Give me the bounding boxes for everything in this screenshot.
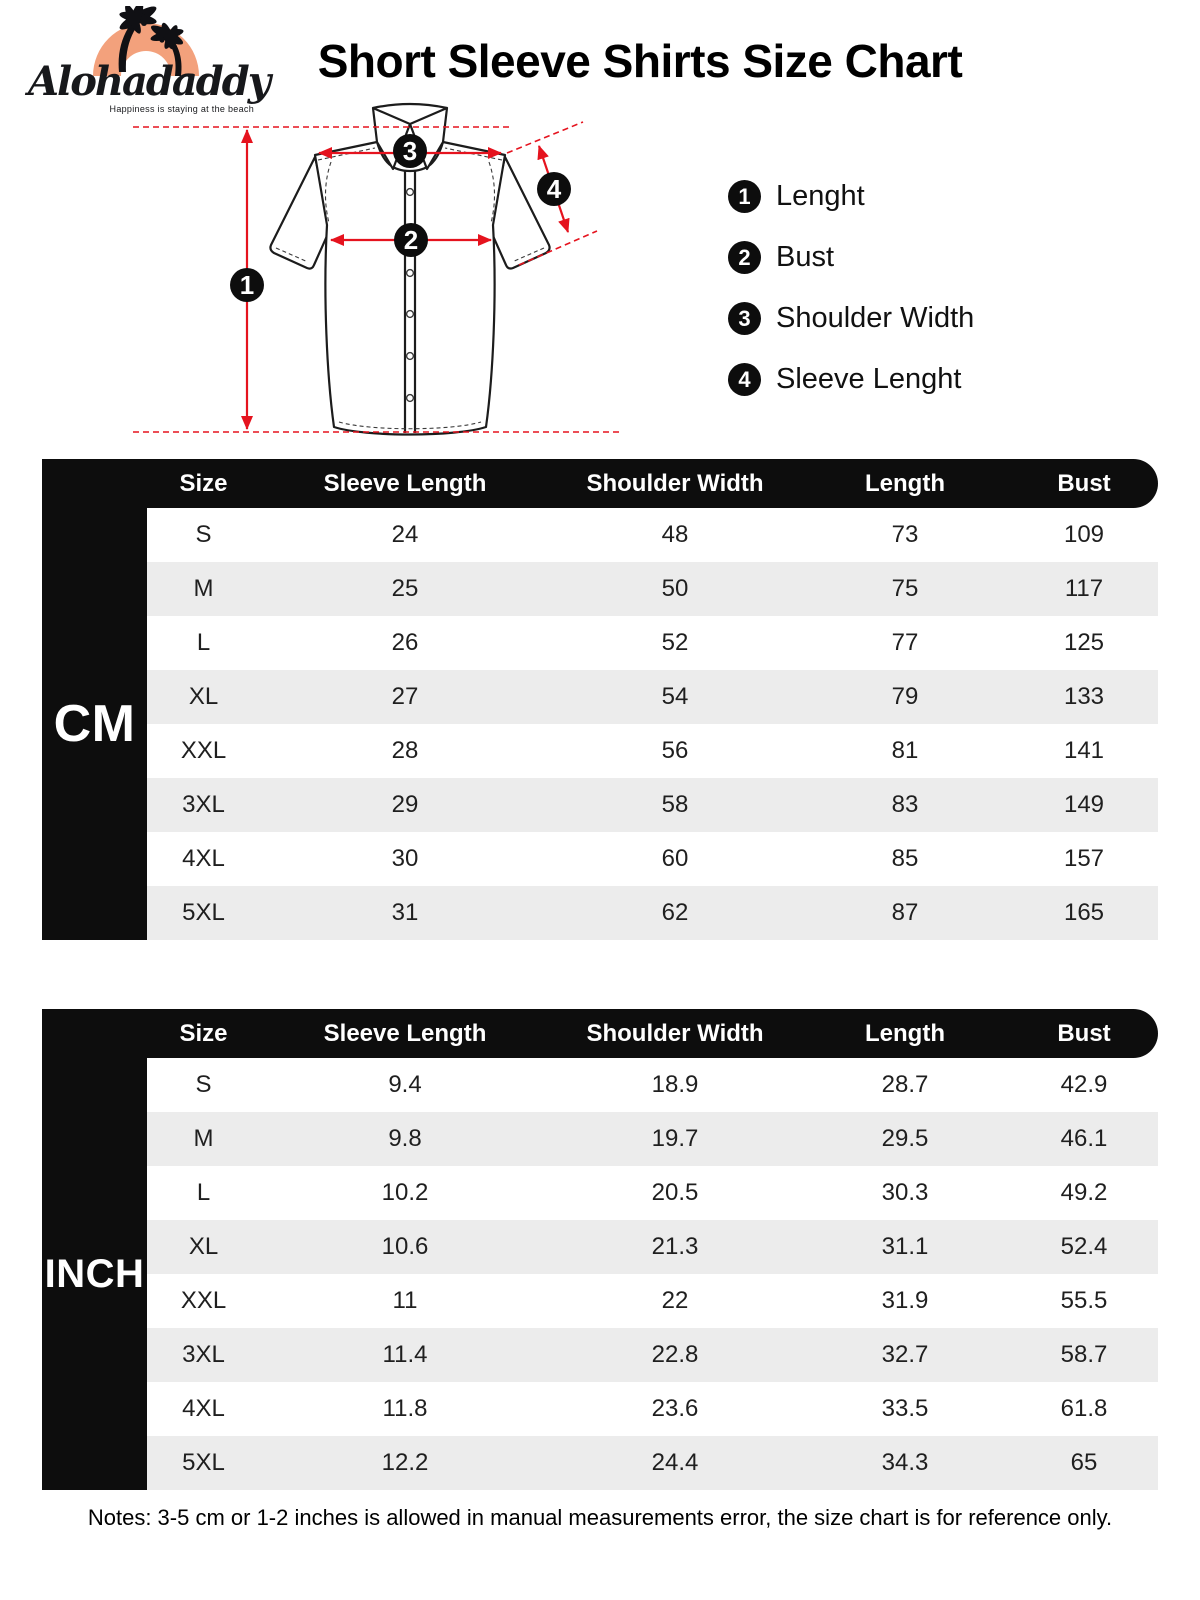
table-cell: 5XL <box>182 1449 225 1476</box>
table-cell: 24.4 <box>651 1449 699 1476</box>
table-cell: 19.7 <box>651 1125 699 1152</box>
size-table-cm <box>42 459 1158 940</box>
table-row <box>147 1274 1158 1328</box>
table-cell: 10.2 <box>381 1179 429 1206</box>
table-cell: 11.4 <box>382 1341 428 1368</box>
table-cell: 26 <box>391 629 419 656</box>
table-cell: XL <box>188 683 219 710</box>
table-rows <box>147 1058 1158 1490</box>
unit-label: CM <box>42 508 147 940</box>
legend-item-sleeve-length <box>728 363 974 396</box>
table-row <box>147 508 1158 562</box>
table-cell: 33.5 <box>881 1395 929 1422</box>
table-cell: 18.9 <box>651 1071 699 1098</box>
table-row <box>147 562 1158 616</box>
legend-item-length <box>728 180 974 213</box>
table-cell: 61.8 <box>1060 1395 1108 1422</box>
table-cell: XL <box>188 1233 219 1260</box>
table-cell: 27 <box>391 683 419 710</box>
table-cell: XXL <box>180 737 227 764</box>
table-cell: 23.6 <box>651 1395 699 1422</box>
table-cell: XXL <box>180 1287 227 1314</box>
table-cell: 117 <box>1064 575 1104 602</box>
table-cell: 77 <box>891 629 919 656</box>
table-cell: 10.6 <box>381 1233 429 1260</box>
table-cell: 149 <box>1063 791 1105 818</box>
table-row <box>147 886 1158 940</box>
table-cell: 87 <box>891 899 919 926</box>
table-cell: 46.1 <box>1060 1125 1108 1152</box>
marker-4 <box>537 172 571 206</box>
table-cell: 31.1 <box>881 1233 929 1260</box>
table-cell: 62 <box>661 899 689 926</box>
table-cell: 54 <box>661 683 689 710</box>
table-cell: 29.5 <box>881 1125 929 1152</box>
table-cell: 32.7 <box>881 1341 929 1368</box>
table-cell: 60 <box>661 845 689 872</box>
table-cell: 31 <box>391 899 419 926</box>
legend-label: Bust <box>776 241 835 273</box>
table-cell: 52 <box>661 629 689 656</box>
table-cell: 50 <box>661 575 689 602</box>
table-header-row <box>42 459 1158 508</box>
size-table-inch <box>42 1009 1158 1490</box>
table-cell: 55.5 <box>1060 1287 1108 1314</box>
column-header: Shoulder Width <box>586 469 764 497</box>
table-cell: 133 <box>1063 683 1105 710</box>
table-cell: S <box>195 521 212 548</box>
table-cell: 157 <box>1063 845 1105 872</box>
table-row <box>147 1382 1158 1436</box>
table-cell: 25 <box>391 575 419 602</box>
table-cell: 165 <box>1063 899 1105 926</box>
table-cell: 4XL <box>182 1395 225 1422</box>
column-header: Bust <box>1057 1019 1111 1047</box>
table-cell: 4XL <box>182 845 225 872</box>
table-row <box>147 1436 1158 1490</box>
table-cell: 29 <box>391 791 419 818</box>
column-header: Bust <box>1057 469 1111 497</box>
table-cell: 9.4 <box>388 1071 422 1098</box>
table-cell: 141 <box>1063 737 1105 764</box>
table-cell: 9.8 <box>388 1125 422 1152</box>
table-cell: 58.7 <box>1060 1341 1108 1368</box>
table-cell: 83 <box>891 791 919 818</box>
table-cell: 22.8 <box>651 1341 699 1368</box>
table-cell: L <box>196 629 211 656</box>
table-header-row <box>42 1009 1158 1058</box>
table-row <box>147 1166 1158 1220</box>
legend-label: Shoulder Width <box>776 302 975 334</box>
table-cell: 85 <box>891 845 919 872</box>
collar-band <box>373 104 447 108</box>
legend-item-bust <box>728 241 974 274</box>
table-cell: 125 <box>1063 629 1105 656</box>
table-row <box>147 724 1158 778</box>
table-row <box>147 778 1158 832</box>
table-cell: 30 <box>391 845 419 872</box>
legend-badge-4: 4 <box>728 363 761 396</box>
brand-name: Alohadaddy <box>28 58 269 105</box>
table-cell: 56 <box>661 737 689 764</box>
table-row <box>147 1328 1158 1382</box>
column-header: Size <box>179 469 228 497</box>
legend-badge-2: 2 <box>728 241 761 274</box>
table-cell: 28 <box>391 737 419 764</box>
table-cell: 34.3 <box>881 1449 929 1476</box>
marker-1 <box>230 268 264 302</box>
table-cell: 65 <box>1070 1449 1098 1476</box>
table-cell: 79 <box>891 683 919 710</box>
table-cell: 28.7 <box>881 1071 929 1098</box>
table-cell: 11.8 <box>382 1395 428 1422</box>
table-cell: S <box>195 1071 212 1098</box>
table-cell: 21.3 <box>651 1233 699 1260</box>
table-row <box>147 1112 1158 1166</box>
marker-3 <box>393 134 427 168</box>
table-cell: 73 <box>891 521 919 548</box>
column-header: Size <box>179 1019 228 1047</box>
table-row <box>147 616 1158 670</box>
legend-badge-1: 1 <box>728 180 761 213</box>
table-row <box>147 1058 1158 1112</box>
table-cell: 24 <box>391 521 419 548</box>
svg-text:2: 2 <box>403 225 419 255</box>
measurement-notes: Notes: 3-5 cm or 1-2 inches is allowed in manual measurements error, the size chart is for reference only. <box>87 1505 1113 1530</box>
unit-label: INCH <box>42 1058 147 1490</box>
table-cell: 109 <box>1063 521 1105 548</box>
table-cell: M <box>193 575 214 602</box>
table-cell: 31.9 <box>881 1287 929 1314</box>
table-cell: 42.9 <box>1060 1071 1108 1098</box>
table-cell: 49.2 <box>1060 1179 1108 1206</box>
table-cell: 75 <box>891 575 919 602</box>
svg-text:3: 3 <box>402 136 418 166</box>
table-cell: 12.2 <box>381 1449 429 1476</box>
table-cell: 3XL <box>182 791 225 818</box>
legend-label: Sleeve Lenght <box>776 363 962 395</box>
table-cell: 22 <box>661 1287 689 1314</box>
table-cell: 3XL <box>182 1341 225 1368</box>
table-cell: 5XL <box>182 899 225 926</box>
table-cell: 20.5 <box>651 1179 699 1206</box>
marker-2 <box>394 223 428 257</box>
page-title: Short Sleeve Shirts Size Chart <box>317 35 963 87</box>
legend-label: Lenght <box>776 180 865 212</box>
table-cell: 48 <box>661 521 689 548</box>
table-cell: 30.3 <box>881 1179 929 1206</box>
measurement-legend <box>728 180 974 396</box>
shirt-measurement-diagram <box>125 95 635 450</box>
table-cell: 52.4 <box>1060 1233 1108 1260</box>
table-rows <box>147 508 1158 940</box>
table-row <box>147 670 1158 724</box>
table-cell: 11 <box>392 1287 418 1314</box>
table-cell: L <box>196 1179 211 1206</box>
column-header: Sleeve Length <box>323 469 487 497</box>
table-row <box>147 1220 1158 1274</box>
brand-tagline: Happiness is staying at the beach <box>109 104 254 114</box>
table-cell: 81 <box>891 737 919 764</box>
table-row <box>147 832 1158 886</box>
legend-item-shoulder-width <box>728 302 974 335</box>
legend-badge-3: 3 <box>728 302 761 335</box>
svg-text:1: 1 <box>239 270 255 300</box>
table-cell: 58 <box>661 791 689 818</box>
column-header: Length <box>865 469 945 497</box>
column-header: Shoulder Width <box>586 1019 764 1047</box>
svg-text:4: 4 <box>546 174 562 204</box>
shirt-body <box>315 142 505 435</box>
column-header: Length <box>865 1019 945 1047</box>
column-header: Sleeve Length <box>323 1019 487 1047</box>
table-cell: M <box>193 1125 214 1152</box>
